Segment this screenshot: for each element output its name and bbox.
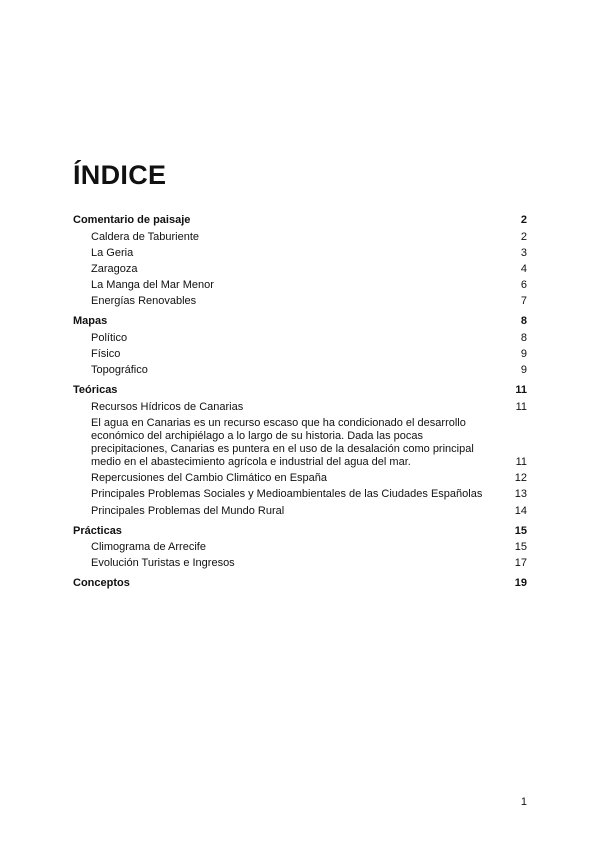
toc-entry-row[interactable] <box>73 472 527 485</box>
toc-entry-label: Evolución Turistas e Ingresos <box>91 557 235 570</box>
toc-entry-label: Principales Problemas Sociales y Medioambientales de las Ciudades Españolas <box>91 488 483 501</box>
toc-entry-label: Principales Problemas del Mundo Rural <box>91 504 285 517</box>
toc-heading-label: Prácticas <box>73 524 122 537</box>
toc-entry-row[interactable] <box>73 417 527 469</box>
toc-entry-label: El agua en Canarias es un recurso escaso que ha condicionado el desarrollo económico del archipiélago a lo largo de su historia. Dada las pocas precipitaciones, Canarias es puntera en el uso de la desalación como principal medio en el abastecimiento agrícola e industrial del agua del mar. <box>91 417 474 469</box>
toc-entry-label: La Manga del Mar Menor <box>91 279 214 292</box>
toc-entry-page: 8 <box>520 331 527 344</box>
toc-entry-row[interactable] <box>73 401 527 414</box>
toc-entry-page: 9 <box>520 348 527 361</box>
toc-section-conceptos <box>73 577 527 590</box>
toc-entry-row[interactable] <box>73 505 527 518</box>
toc-entry-label: Político <box>91 331 128 344</box>
toc-entry-label: Físico <box>91 348 121 361</box>
toc-entry-page: 6 <box>520 279 527 292</box>
toc-section-mapas <box>73 315 527 377</box>
toc-heading-row[interactable] <box>73 315 527 328</box>
toc-heading-page: 11 <box>515 384 527 397</box>
table-of-contents <box>73 214 527 597</box>
toc-entry-page: 15 <box>514 541 527 554</box>
toc-entry-label: Energías Renovables <box>91 295 197 308</box>
toc-heading-page: 8 <box>520 315 527 328</box>
toc-entry-page: 13 <box>514 488 527 501</box>
toc-heading-label: Mapas <box>73 315 108 328</box>
footer-page-number: 1 <box>520 796 527 808</box>
toc-entry-label: Repercusiones del Cambio Climático en España <box>91 472 328 485</box>
toc-heading-page: 19 <box>514 577 527 590</box>
toc-section-practicas <box>73 525 527 571</box>
toc-heading-row[interactable] <box>73 384 527 397</box>
toc-entry-page: 9 <box>520 364 527 377</box>
toc-entry-page: 7 <box>520 295 527 308</box>
toc-entry-page: 17 <box>514 557 527 570</box>
toc-section-comentario <box>73 214 527 308</box>
toc-entry-page: 11 <box>515 400 527 413</box>
toc-entry-row[interactable] <box>73 231 527 244</box>
toc-entry-row[interactable] <box>73 332 527 345</box>
toc-heading-row[interactable] <box>73 214 527 227</box>
toc-entry-row[interactable] <box>73 557 527 570</box>
toc-heading-label: Comentario de paisaje <box>73 214 191 226</box>
toc-entry-row[interactable] <box>73 348 527 361</box>
toc-heading-label: Teóricas <box>73 384 118 397</box>
toc-entry-page: 2 <box>520 230 527 243</box>
toc-heading-page: 2 <box>520 214 527 226</box>
toc-heading-row[interactable] <box>73 525 527 538</box>
toc-entry-label: Recursos Hídricos de Canarias <box>91 400 244 413</box>
toc-heading-row[interactable] <box>73 577 527 590</box>
toc-entry-label: Zaragoza <box>91 262 138 275</box>
toc-entry-row[interactable] <box>73 488 527 501</box>
toc-entry-row[interactable] <box>73 541 527 554</box>
toc-entry-row[interactable] <box>73 263 527 276</box>
toc-heading-page: 15 <box>514 524 527 537</box>
toc-heading-label: Conceptos <box>73 577 130 590</box>
toc-entry-label: Caldera de Taburiente <box>91 230 200 243</box>
toc-entry-row[interactable] <box>73 364 527 377</box>
toc-entry-row[interactable] <box>73 295 527 308</box>
toc-entry-label: Climograma de Arrecife <box>91 541 206 554</box>
toc-entry-label: La Geria <box>91 246 134 259</box>
toc-entry-row[interactable] <box>73 247 527 260</box>
page-title: ÍNDICE <box>73 160 167 190</box>
toc-entry-page: 4 <box>520 262 527 275</box>
toc-entry-label: Topográfico <box>91 364 148 377</box>
toc-section-teoricas <box>73 384 527 517</box>
toc-entry-page: 12 <box>514 472 527 485</box>
toc-entry-page: 14 <box>514 504 527 517</box>
toc-entry-page: 3 <box>520 246 527 259</box>
toc-entry-page: 11 <box>515 456 527 469</box>
toc-entry-row[interactable] <box>73 279 527 292</box>
